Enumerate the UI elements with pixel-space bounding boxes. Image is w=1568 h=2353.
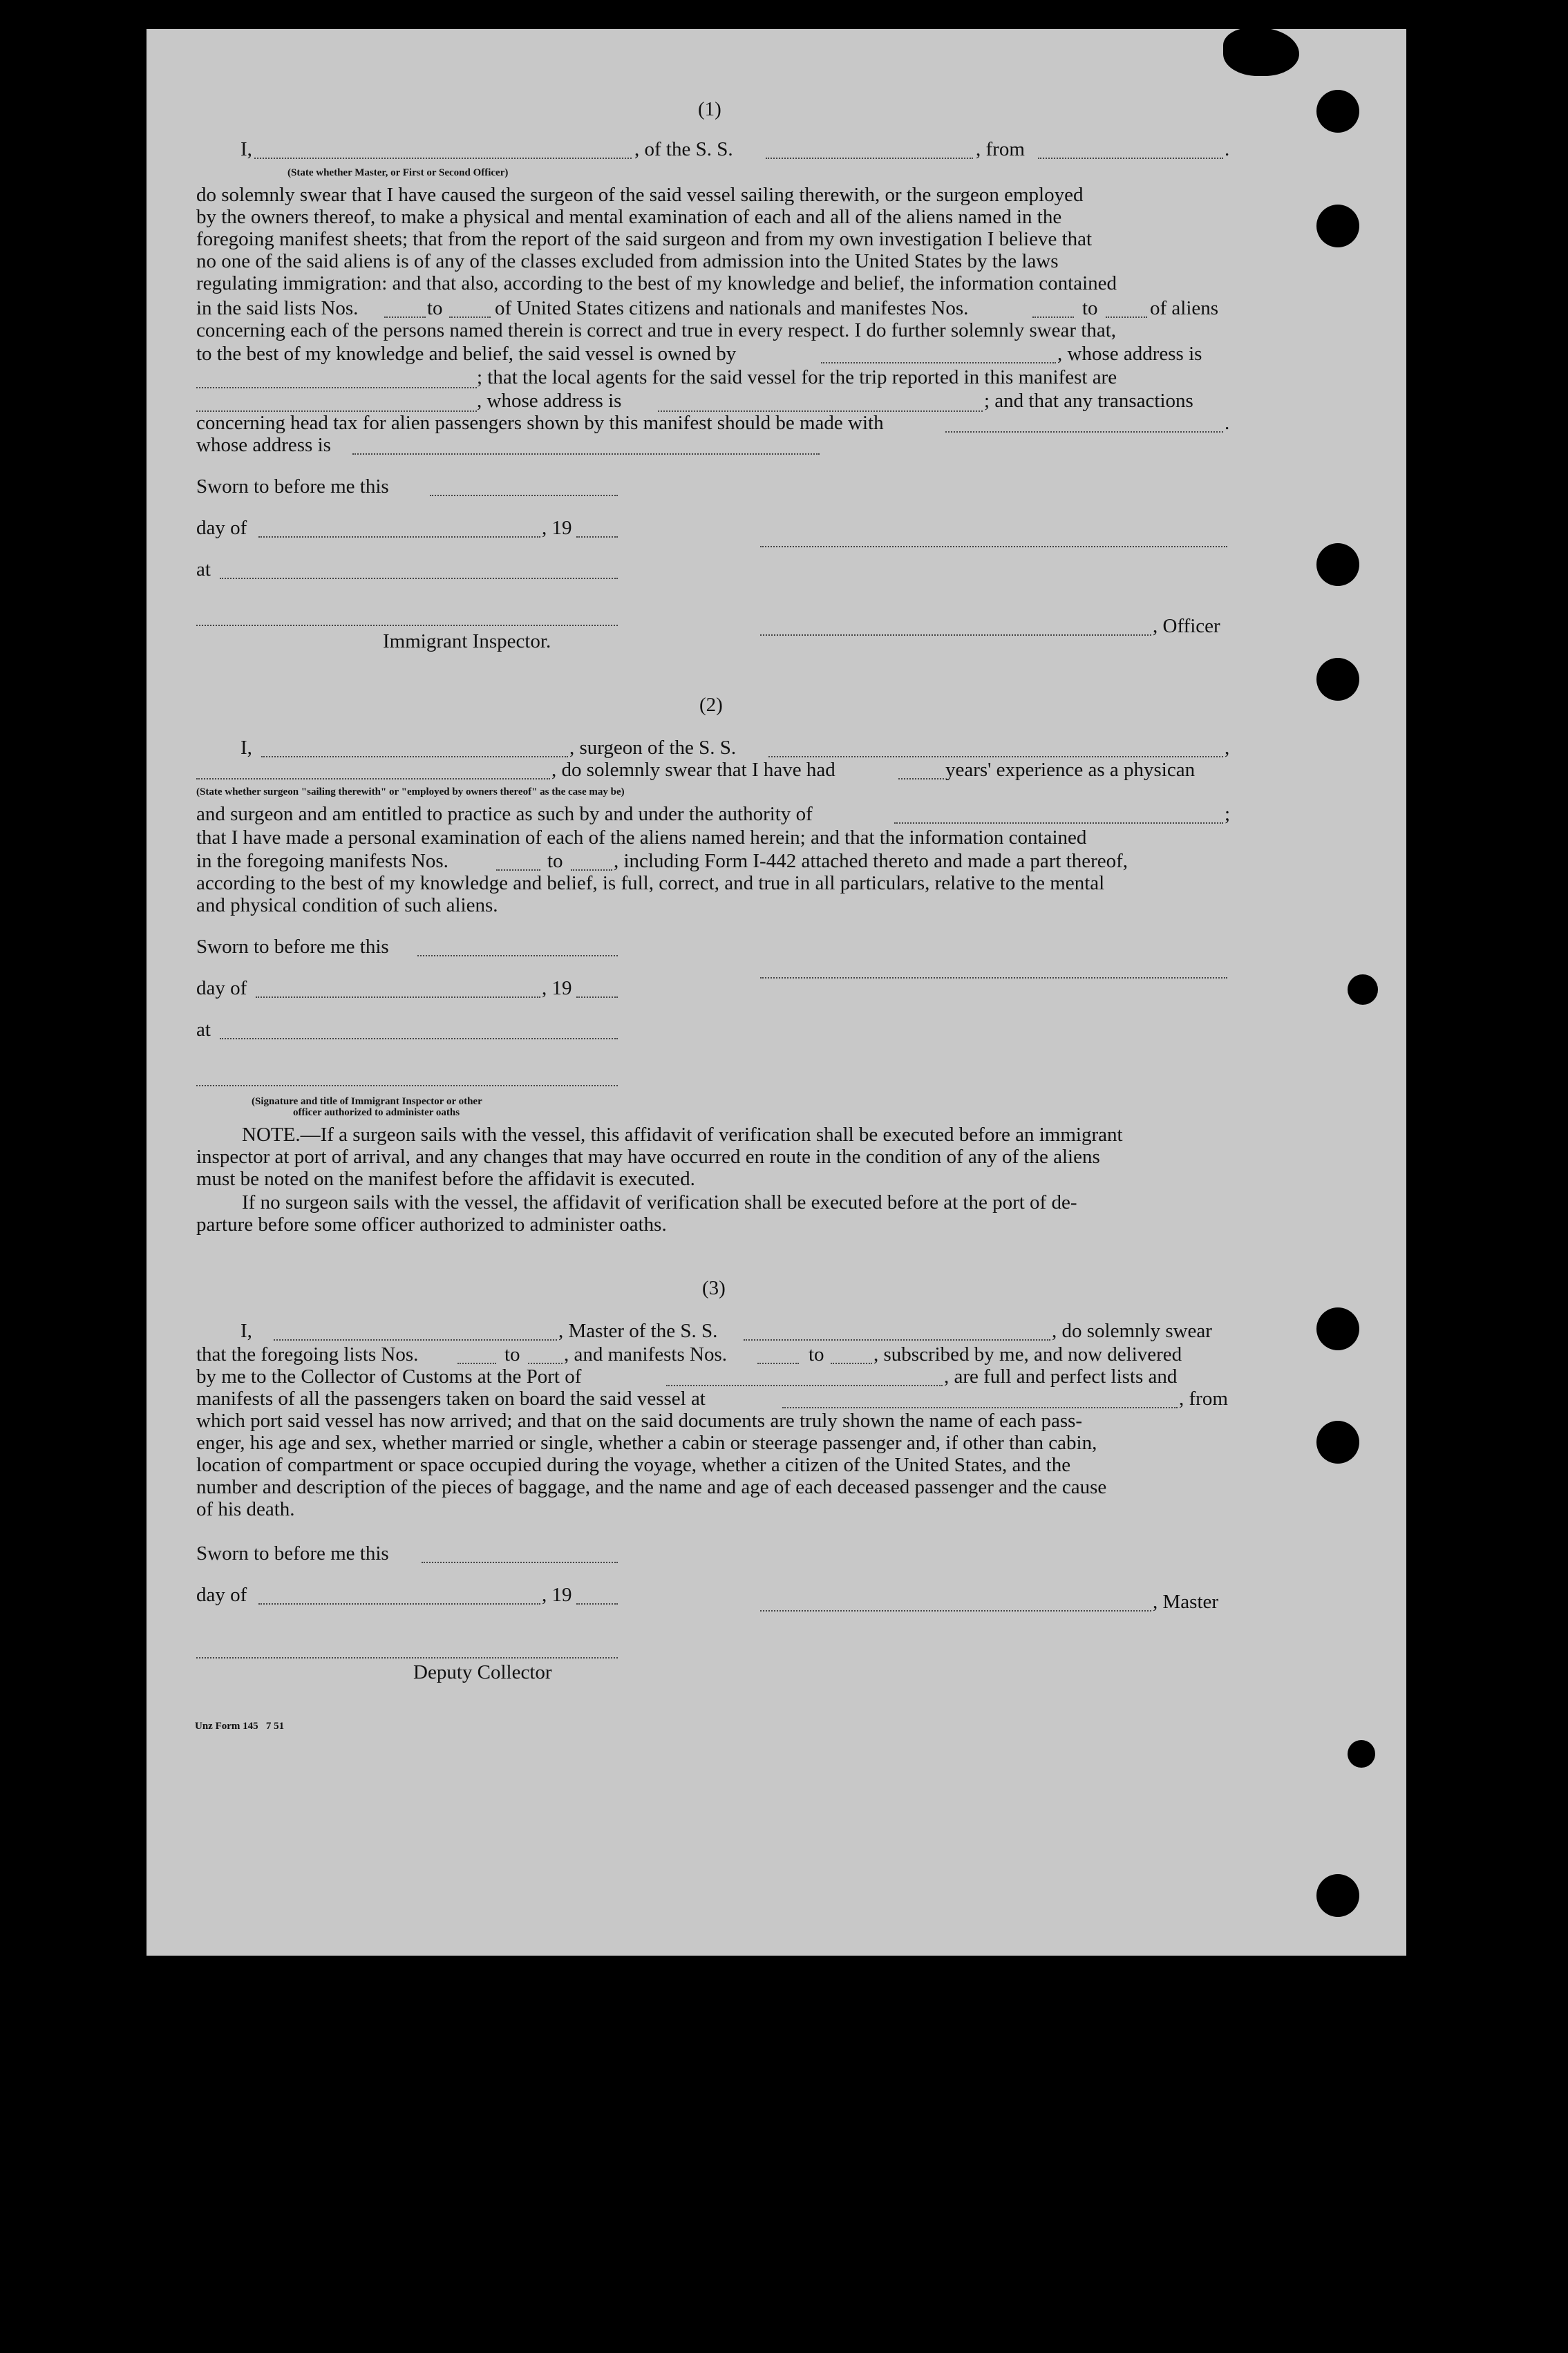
oath-text-line: of his death. [196, 1498, 295, 1520]
manifests-label: , and manifests Nos. [564, 1343, 727, 1366]
master-signature-line[interactable] [760, 1610, 1151, 1612]
section-number: (3) [702, 1277, 726, 1299]
manifests-to-field[interactable] [1106, 316, 1147, 318]
master-of-label: , Master of the S. S. [558, 1320, 718, 1342]
sworn-date-field[interactable] [417, 955, 618, 956]
to-label: to [427, 297, 443, 319]
year-field[interactable] [576, 1603, 618, 1605]
delivered-label: , subscribed by me, and now delivered [873, 1343, 1182, 1366]
manifests-to-field[interactable] [571, 869, 612, 871]
signature-caption: officer authorized to administer oaths [293, 1107, 460, 1118]
boarded-port-field[interactable] [782, 1407, 1178, 1408]
oath-text-line: location of compartment or space occupied during the voyage, whether a citizen of the United States, and the [196, 1454, 1071, 1476]
day-of-field[interactable] [256, 996, 540, 998]
officer-signature-line[interactable] [760, 546, 1227, 547]
punch-hole [1348, 974, 1378, 1005]
form-i442-label: , including Form I-442 attached thereto and made a part thereof, [614, 850, 1128, 872]
oath-text-line: no one of the said aliens is of any of the classes excluded from admission into the United States by the laws [196, 250, 1059, 272]
punch-hole [1316, 1307, 1359, 1350]
punch-hole [1316, 543, 1359, 586]
line-end: . [1225, 138, 1230, 160]
line-end: ; [1225, 803, 1231, 825]
sworn-label: Sworn to before me this [196, 936, 389, 958]
transactions-label: ; and that any transactions [984, 390, 1193, 412]
oath-text-line: according to the best of my knowledge and belief, is full, correct, and true in all particulars, relative to the mental [196, 872, 1105, 894]
at-label: at [196, 558, 211, 580]
owner-address-label: , whose address is [1057, 343, 1202, 365]
section-number: (1) [698, 98, 721, 120]
surgeon-signature-line[interactable] [760, 977, 1227, 979]
at-field[interactable] [220, 1038, 618, 1039]
year-label: , 19 [542, 517, 572, 539]
sworn-date-field[interactable] [430, 495, 618, 496]
master-label: , Master [1153, 1591, 1219, 1613]
oath-text-line: number and description of the pieces of baggage, and the name and age of each deceased passenger and the cause [196, 1476, 1107, 1498]
owner-address-field[interactable] [196, 387, 477, 388]
year-label: , 19 [542, 1584, 572, 1606]
surgeon-caption: (State whether surgeon "sailing therewith" or "employed by owners thereof" as the case may be) [196, 786, 625, 797]
declarant-label: I, [240, 138, 252, 160]
surgeon-status-field[interactable] [196, 778, 550, 779]
inspector-signature-line[interactable] [196, 625, 618, 626]
authority-field[interactable] [894, 822, 1223, 824]
day-of-label: day of [196, 517, 247, 539]
oath-text-line: concerning each of the persons named therein is correct and true in every respect. I do further solemnly swear that, [196, 319, 1117, 341]
authority-label: and surgeon and am entitled to practice as such by and under the authority of [196, 803, 813, 825]
to-label: to [547, 850, 563, 872]
headtax-field[interactable] [945, 431, 1223, 433]
collector-signature-line[interactable] [196, 1657, 618, 1659]
officer-title-line[interactable] [760, 634, 1151, 636]
oath-text-line: and physical condition of such aliens. [196, 894, 498, 916]
punch-hole [1316, 658, 1359, 701]
manifests-from-field[interactable] [757, 1363, 799, 1364]
manifests-from-field[interactable] [496, 869, 540, 871]
surgeon-vessel-field[interactable] [768, 756, 1223, 757]
lists-full-label: , are full and perfect lists and [944, 1366, 1178, 1388]
oath-text-line: do solemnly swear that I have caused the surgeon of the said vessel sailing therewith, or the surgeon employed [196, 184, 1084, 206]
lists-label: in the said lists Nos. [196, 297, 359, 319]
master-name-label: I, [240, 1320, 252, 1342]
port-label: by me to the Collector of Customs at the Port of [196, 1366, 582, 1388]
punch-hole [1316, 1421, 1359, 1464]
physican-label: years' experience as a physican [945, 759, 1196, 781]
declarant-field[interactable] [254, 158, 632, 159]
to-label: to [1082, 297, 1098, 319]
agents-address-label: , whose address is [477, 390, 622, 412]
day-of-label: day of [196, 977, 247, 999]
master-vessel-field[interactable] [744, 1339, 1050, 1341]
oath-text-line: foregoing manifest sheets; that from the report of the said surgeon and from my own investigation I believe that [196, 228, 1093, 250]
lists-label: that the foregoing lists Nos. [196, 1343, 419, 1366]
swear-label: , do solemnly swear [1052, 1320, 1212, 1342]
to-label: to [504, 1343, 520, 1366]
inspector-label: Immigrant Inspector. [383, 630, 551, 652]
oath-text-line: regulating immigration: and that also, according to the best of my knowledge and belief, the information contained [196, 272, 1117, 294]
sworn-label: Sworn to before me this [196, 1542, 389, 1565]
punch-hole [1316, 205, 1359, 247]
punch-hole [1316, 90, 1359, 133]
manifests-to-field[interactable] [831, 1363, 872, 1364]
inspector-signature-line[interactable] [196, 1085, 618, 1086]
from-field[interactable] [1038, 158, 1223, 159]
line-end: . [1225, 412, 1230, 434]
at-field[interactable] [220, 578, 618, 579]
manifests-label: in the foregoing manifests Nos. [196, 850, 448, 872]
signature-caption: (Signature and title of Immigrant Inspector or other [252, 1096, 482, 1107]
officer-label: , Officer [1153, 615, 1220, 637]
section-number: (2) [699, 694, 723, 716]
line-end: , [1225, 737, 1230, 759]
lists-to-field[interactable] [528, 1363, 563, 1364]
oath-text-line: enger, his age and sex, whether married or single, whether a cabin or steerage passenger and, if other than cabin, [196, 1432, 1097, 1454]
from-label: , from [1179, 1388, 1228, 1410]
agents-label: ; that the local agents for the said vessel for the trip reported in this manifest are [477, 366, 1117, 388]
note-line: must be noted on the manifest before the affidavit is executed. [196, 1168, 695, 1190]
day-of-field[interactable] [258, 1603, 540, 1605]
day-of-label: day of [196, 1584, 247, 1606]
port-field[interactable] [666, 1385, 943, 1386]
at-label: at [196, 1019, 211, 1041]
note-line: parture before some officer authorized to administer oaths. [196, 1213, 667, 1236]
punch-hole [1348, 1740, 1375, 1768]
oath-text-line: by the owners thereof, to make a physical and mental examination of each and all of the aliens named in the [196, 206, 1062, 228]
lists-from-field[interactable] [384, 316, 426, 318]
manifests-from-field[interactable] [1032, 316, 1074, 318]
lists-to-field[interactable] [449, 316, 491, 318]
surgeon-name-label: I, [240, 737, 252, 759]
from-label: , from [976, 138, 1025, 160]
owned-label: to the best of my knowledge and belief, the said vessel is owned by [196, 343, 737, 365]
surgeon-name-field[interactable] [261, 756, 568, 757]
declarant-caption: (State whether Master, or First or Second Officer) [287, 167, 509, 178]
lists-from-field[interactable] [457, 1363, 496, 1364]
oath-text-line: that I have made a personal examination of each of the aliens named herein; and that the information contained [196, 826, 1087, 849]
oath-text-line: which port said vessel has now arrived; and that on the said documents are truly shown the name of each pass- [196, 1410, 1083, 1432]
year-field[interactable] [576, 996, 618, 998]
vessel-field[interactable] [766, 158, 973, 159]
aliens-label: of aliens [1150, 297, 1219, 319]
sworn-date-field[interactable] [422, 1562, 618, 1563]
note-line: If no surgeon sails with the vessel, the affidavit of verification shall be executed before at the port of de- [242, 1191, 1077, 1213]
master-name-field[interactable] [274, 1339, 557, 1341]
note-line: inspector at port of arrival, and any changes that may have occurred en route in the condition of any of the aliens [196, 1146, 1100, 1168]
citizens-label: of United States citizens and nationals and manifestes Nos. [495, 297, 969, 319]
day-of-field[interactable] [258, 536, 540, 538]
years-field[interactable] [898, 778, 944, 779]
to-label: to [809, 1343, 824, 1366]
form-number: Unz Form 145 7 51 [195, 1721, 285, 1732]
surgeon-of-label: , surgeon of the S. S. [569, 737, 737, 759]
headtax-label: concerning head tax for alien passengers shown by this manifest should be made with [196, 412, 884, 434]
year-field[interactable] [576, 536, 618, 538]
collector-label: Deputy Collector [413, 1661, 552, 1683]
note-line: NOTE.—If a surgeon sails with the vessel, this affidavit of verification shall be executed before an immigrant [242, 1124, 1123, 1146]
sworn-label: Sworn to before me this [196, 475, 389, 498]
boarded-label: manifests of all the passengers taken on board the said vessel at [196, 1388, 706, 1410]
headtax-address-field[interactable] [352, 453, 820, 455]
experience-label: , do solemnly swear that I have had [551, 759, 835, 781]
owner-field[interactable] [821, 362, 1056, 363]
whose-address-label: whose address is [196, 434, 331, 456]
punch-hole [1316, 1874, 1359, 1917]
vessel-label: , of the S. S. [634, 138, 733, 160]
year-label: , 19 [542, 977, 572, 999]
